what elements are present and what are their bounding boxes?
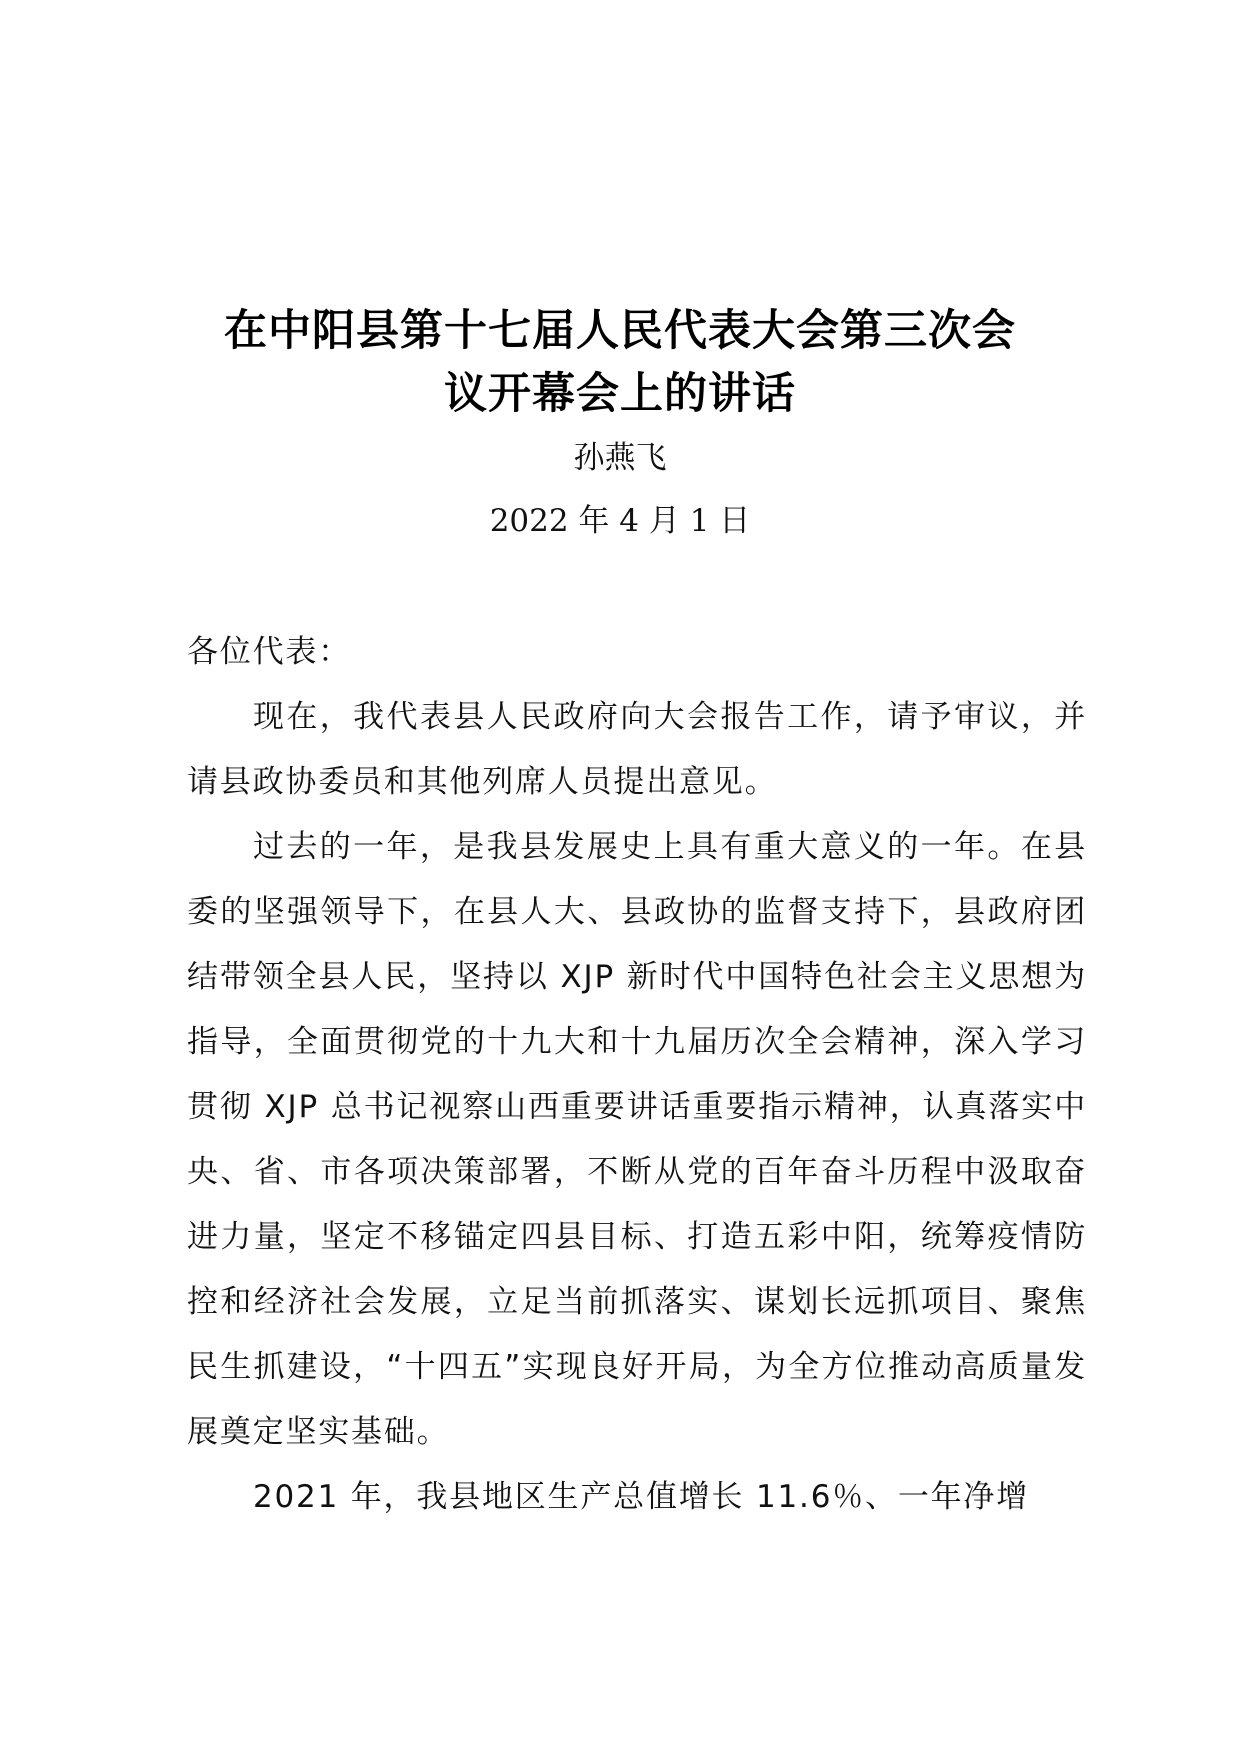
paragraph-3: 2021 年，我县地区生产总值增长 11.6％、一年净增 bbox=[253, 1479, 1030, 1515]
document-title bbox=[190, 300, 1050, 426]
salutation: 各位代表： bbox=[187, 634, 351, 670]
author-name: 孙燕飞 bbox=[573, 440, 667, 476]
speech-date: 2022 年 4 月 1 日 bbox=[489, 503, 751, 539]
title-line-2: 议开幕会上的讲话 bbox=[444, 369, 796, 419]
speech-body bbox=[187, 620, 1087, 1530]
paragraph-2: 过去的一年，是我县发展史上具有重大意义的一年。在县委的坚强领导下，在县人大、县政协的监督支持下，县政府团结带领全县人民，坚持以 XJP 新时代中国特色社会主义思想为指导，全面贯彻党的十九大和十九届历次全会精神，深入学习贯彻 XJP 总书记视察山西重要讲话重要指示精神，认真落实中央、省、市各项决策部署，不断从党的百年奋斗历程中汲取奋进力量，坚定不移锚定四县目标、打造五彩中阳，统筹疫情防控和经济社会发展，立足当前抓落实、谋划长远抓项目、聚焦民生抓建设，“十四五”实现良好开局，为全方位推动高质量发展奠定坚实基础。 bbox=[187, 829, 1087, 1450]
title-line-1: 在中阳县第十七届人民代表大会第三次会 bbox=[224, 306, 1016, 356]
paragraph-1: 现在，我代表县人民政府向大会报告工作，请予审议，并请县政协委员和其他列席人员提出意见。 bbox=[187, 699, 1087, 800]
